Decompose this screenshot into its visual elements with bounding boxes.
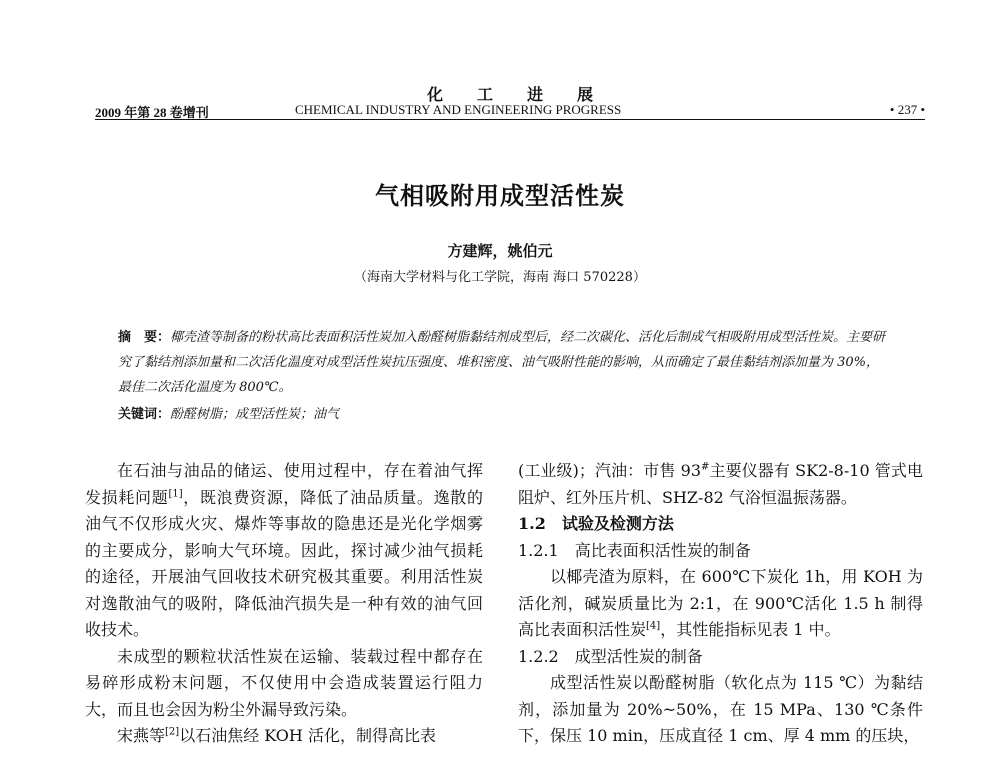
paragraph: 在石油与油品的储运、使用过程中，存在着油气挥发损耗问题[1]，既浪费资源，降低了油品质量。逸散的油气不仅形成火灾、爆炸等事故的隐患还是光化学烟雾的主要成分，影响大气环境。因此，探讨减少油气损耗的途径，开展油气回收技术研究极其重要。利用活性炭对逸散油气的吸附，降低油汽损失是一种有效的油气回收技术。 [85, 461, 483, 639]
keywords-label: 关键词： [118, 407, 171, 422]
subsection-heading: 1.2.2 成型活性炭的制备 [518, 646, 703, 666]
subsection-heading: 1.2.1 高比表面积活性炭的制备 [518, 540, 751, 560]
abstract [118, 325, 888, 400]
paragraph: 成型活性炭以酚醛树脂（软化点为 115 ℃）为黏结剂，添加量为 20%~50%，在 15 MPa、130 ℃条件下，保压 10 min，压成直径 1 cm、厚 4 mm 的压块， [518, 673, 923, 745]
issue-info: 2009 年第 28 卷增刊 [95, 105, 209, 120]
paragraph: 宋燕等[2]以石油焦经 KOH 活化，制得高比表 [117, 726, 436, 745]
body-column-left [85, 458, 483, 750]
journal-title-en: CHEMICAL INDUSTRY AND ENGINEERING PROGRESS [295, 102, 622, 117]
article-title: 气相吸附用成型活性炭 [375, 182, 625, 210]
superscript: # [701, 461, 710, 473]
affiliation: （海南大学材料与化工学院，海南 海口 570228） [354, 270, 646, 285]
abstract-label: 摘 要： [118, 330, 171, 345]
body-column-right [518, 458, 923, 750]
citation: [2] [165, 726, 180, 738]
keywords-text: 酚醛树脂；成型活性炭；油气 [170, 407, 340, 422]
journal-title-cn: 化工进展 [426, 85, 627, 104]
paragraph: (工业级)；汽油：市售 93#主要仪器有 SK2-8-10 管式电阻炉、红外压片机、SHZ-82 气浴恒温振荡器。 [518, 461, 923, 507]
citation: [1] [168, 488, 183, 500]
authors: 方建辉，姚伯元 [447, 242, 553, 260]
paragraph: 以椰壳渣为原料，在 600℃下炭化 1h，用 KOH 为活化剂，碱炭质量比为 2:1，在 900℃活化 1.5 h 制得高比表面积活性炭[4]，其性能指标见表 1 中。 [518, 567, 923, 639]
header-rule [95, 119, 925, 120]
paragraph: 未成型的颗粒状活性炭在运输、装载过程中都存在易碎形成粉末问题，不仅使用中会造成装置运行阻力大，而且也会因为粉尘外漏导致污染。 [85, 646, 483, 719]
keywords [118, 403, 888, 422]
section-heading: 1.2 试验及检测方法 [518, 514, 674, 533]
citation: [4] [646, 620, 661, 632]
page-number: • 237 • [889, 102, 925, 117]
abstract-text: 椰壳渣等制备的粉状高比表面积活性炭加入酚醛树脂黏结剂成型后，经二次碳化、活化后制成气相吸附用成型活性炭。主要研究了黏结剂添加量和二次活化温度对成型活性炭抗压强度、堆积密度、油气吸附性能的影响，从而确定了最佳黏结剂添加量为 30%，最佳二次活化温度为 800℃。 [118, 330, 886, 395]
running-header [95, 82, 925, 122]
header-row [95, 102, 925, 120]
